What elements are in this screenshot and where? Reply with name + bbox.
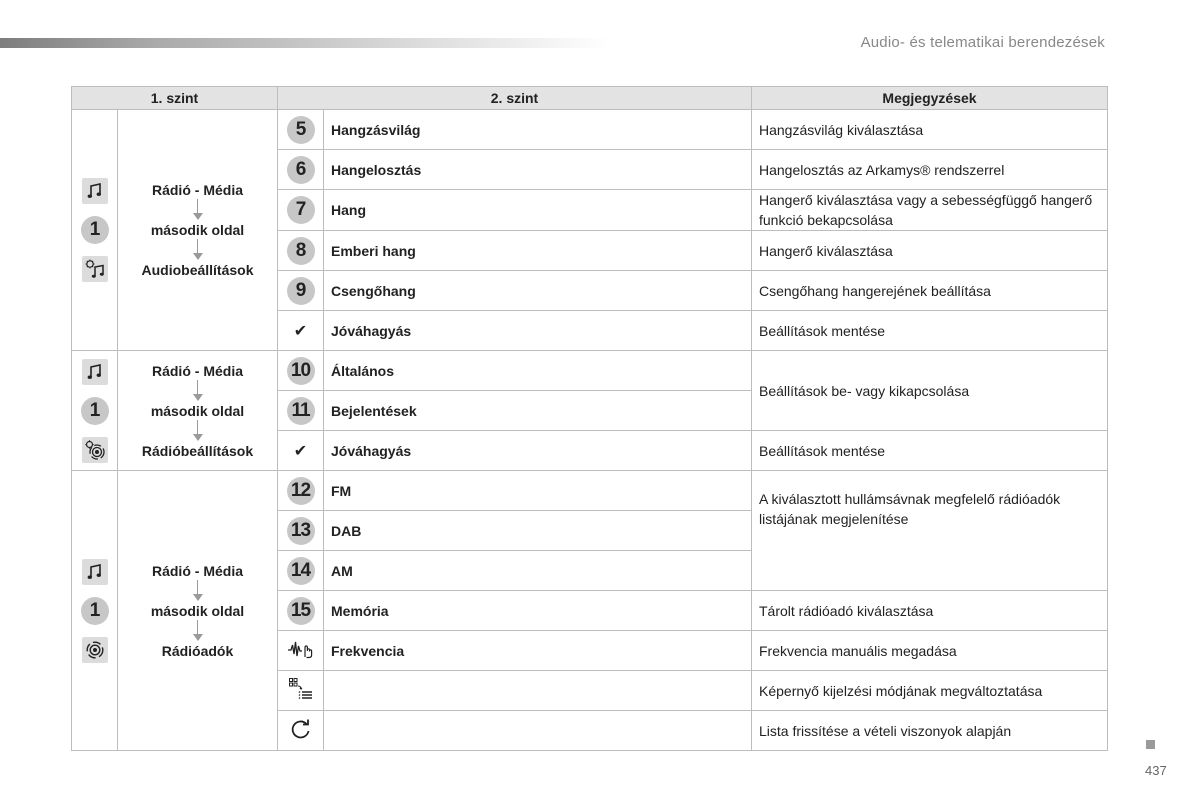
page-header-title: Audio- és telematikai berendezések [860, 34, 1105, 51]
row-badge-cell [278, 471, 324, 511]
badge-15-icon: 15 [287, 597, 315, 625]
level1-radio-media: Rádió - Média [151, 362, 243, 379]
note-cell: A kiválasztott hullámsávnak megfelelő rádióadók listájának megjelenítése [752, 471, 1108, 591]
level2-label: AM [324, 551, 752, 591]
badge-10-icon: 10 [287, 357, 315, 385]
level2-label: Hangelosztás [324, 150, 752, 190]
note-cell: Frekvencia manuális megadása [752, 631, 1108, 671]
level1-radio-settings: Rádióbeállítások [141, 442, 254, 459]
badge-9-icon: 9 [287, 277, 315, 305]
badge-6-icon: 6 [287, 156, 315, 184]
down-arrow-icon [193, 380, 203, 402]
level2-label: Hangzásvilág [324, 110, 752, 150]
page-number: 437 [1145, 763, 1167, 778]
level2-label [324, 671, 752, 711]
down-arrow-icon [193, 620, 203, 642]
group3-level1 [118, 471, 278, 751]
group3-icons [72, 471, 118, 751]
level2-label: Frekvencia [324, 631, 752, 671]
level1-radio-stations: Rádióadók [161, 642, 234, 659]
row-icon-cell [278, 711, 324, 751]
level2-label: Jóváhagyás [324, 431, 752, 471]
table-row [72, 471, 1108, 511]
level2-label: Csengőhang [324, 271, 752, 311]
group1-icons [72, 110, 118, 351]
row-icon-cell [278, 631, 324, 671]
group2-icons [72, 351, 118, 471]
level1-second-page: második oldal [150, 402, 245, 419]
radio-icon [82, 637, 108, 663]
row-icon-cell [278, 311, 324, 351]
level2-label: FM [324, 471, 752, 511]
level1-second-page: második oldal [150, 602, 245, 619]
down-arrow-icon [193, 580, 203, 602]
frequency-touch-icon [287, 646, 315, 662]
down-arrow-icon [193, 239, 203, 261]
row-badge-cell [278, 190, 324, 231]
badge-7-icon: 7 [287, 196, 315, 224]
badge-1-icon: 1 [81, 397, 109, 425]
note-cell: Tárolt rádióadó kiválasztása [752, 591, 1108, 631]
settings-table [71, 86, 1108, 751]
level1-radio-media: Rádió - Média [151, 562, 243, 579]
table-row [72, 110, 1108, 150]
note-cell: Hangerő kiválasztása [752, 231, 1108, 271]
down-arrow-icon [193, 199, 203, 221]
group1-level1 [118, 110, 278, 351]
level1-audio-settings: Audiobeállítások [141, 262, 254, 278]
music-note-icon [82, 178, 108, 204]
row-badge-cell [278, 271, 324, 311]
badge-13-icon: 13 [287, 517, 315, 545]
note-cell: Képernyő kijelzési módjának megváltoztatása [752, 671, 1108, 711]
row-icon-cell [278, 671, 324, 711]
table-header-row [72, 87, 1108, 110]
badge-8-icon: 8 [287, 237, 315, 265]
row-badge-cell [278, 351, 324, 391]
level2-label: Hang [324, 190, 752, 231]
level2-label: Általános [324, 351, 752, 391]
refresh-icon [289, 728, 313, 744]
row-badge-cell [278, 551, 324, 591]
level2-label: Memória [324, 591, 752, 631]
note-cell: Lista frissítése a vételi viszonyok alapján [752, 711, 1108, 751]
radio-settings-icon [82, 437, 108, 463]
row-badge-cell [278, 391, 324, 431]
note-cell: Hangerő kiválasztása vagy a sebességfüggő hangerő funkció bekapcsolása [752, 190, 1108, 231]
level2-label [324, 711, 752, 751]
audio-settings-icon [82, 256, 108, 282]
row-badge-cell [278, 231, 324, 271]
note-cell: Hangelosztás az Arkamys® rendszerrel [752, 150, 1108, 190]
row-badge-cell [278, 110, 324, 150]
page-marker [1146, 740, 1155, 749]
row-badge-cell [278, 150, 324, 190]
note-cell: Beállítások mentése [752, 311, 1108, 351]
check-icon: ✔ [293, 442, 308, 460]
badge-14-icon: 14 [287, 557, 315, 585]
level1-second-page: második oldal [150, 222, 245, 238]
check-icon: ✔ [293, 322, 308, 340]
badge-12-icon: 12 [287, 477, 315, 505]
level1-radio-media: Rádió - Média [151, 182, 243, 198]
note-cell: Csengőhang hangerejének beállítása [752, 271, 1108, 311]
badge-11-icon: 11 [287, 397, 315, 425]
note-cell: Hangzásvilág kiválasztása [752, 110, 1108, 150]
note-cell: Beállítások mentése [752, 431, 1108, 471]
level2-label: Emberi hang [324, 231, 752, 271]
row-icon-cell [278, 431, 324, 471]
header-level2: 2. szint [278, 87, 752, 110]
header-gradient-bar [0, 38, 610, 48]
display-mode-icon [288, 688, 314, 704]
group2-level1 [118, 351, 278, 471]
music-note-icon [82, 359, 108, 385]
note-cell: Beállítások be- vagy kikapcsolása [752, 351, 1108, 431]
header-level1: 1. szint [72, 87, 278, 110]
badge-1-icon: 1 [81, 597, 109, 625]
row-badge-cell [278, 591, 324, 631]
level2-label: Jóváhagyás [324, 311, 752, 351]
music-note-icon [82, 559, 108, 585]
level2-label: Bejelentések [324, 391, 752, 431]
down-arrow-icon [193, 420, 203, 442]
header-notes: Megjegyzések [752, 87, 1108, 110]
row-badge-cell [278, 511, 324, 551]
table-row [72, 351, 1108, 391]
badge-5-icon: 5 [287, 116, 315, 144]
level2-label: DAB [324, 511, 752, 551]
badge-1-icon: 1 [81, 216, 109, 244]
